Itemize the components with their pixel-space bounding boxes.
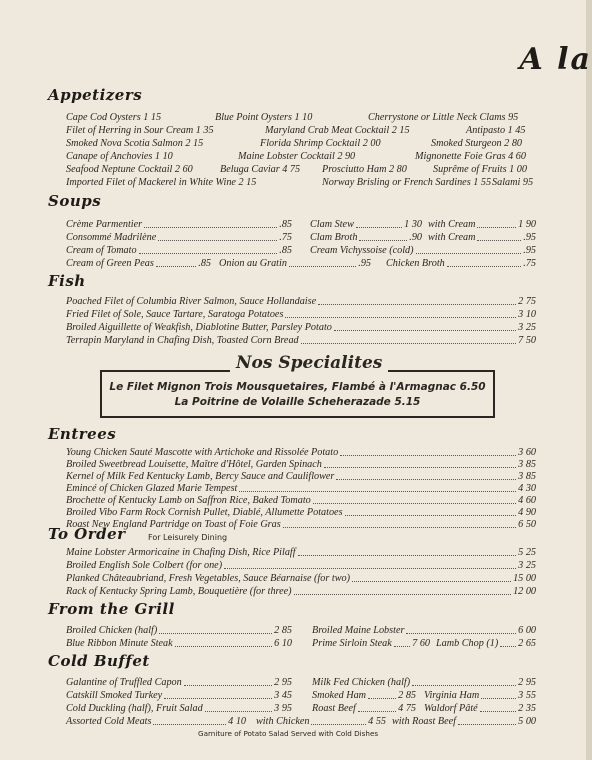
entree-name: Young Chicken Sauté Mascotte with Artichoke and Rissolée Potato: [66, 447, 339, 458]
cold-price: 2 95: [518, 677, 536, 688]
to-order-row: [66, 546, 536, 559]
to-order-name: Maine Lobster Armoricaine in Chafing Dish, Rice Pilaff: [66, 547, 296, 558]
appetizer-item: Smoked Sturgeon 2 80: [431, 138, 523, 149]
appetizer-item: Norway Brisling or French Sardines 1 55: [322, 177, 492, 188]
soup-row: [219, 257, 371, 270]
soup-row: [66, 257, 211, 270]
entree-name: Emincé of Chicken Glazed Marie Tempest: [66, 483, 238, 494]
appetizer-item: Filet of Herring in Sour Cream 1 35: [66, 125, 214, 136]
to-order-name: Rack of Kentucky Spring Lamb, Bouquetière (for three): [66, 586, 292, 597]
appetizer-item: Suprême of Fruits 1 00: [433, 164, 527, 175]
specialties-box: [100, 370, 495, 418]
entree-price: 3 60: [518, 447, 536, 458]
grill-name: Broiled Maine Lobster: [312, 625, 405, 636]
appetizer-item: Seafood Neptune Cocktail 2 60: [66, 164, 193, 175]
fish-row: [66, 321, 536, 334]
to-order-row: [66, 585, 536, 598]
cold-name: Cold Duckling (half), Fruit Salad: [66, 703, 203, 714]
soup-price: .75: [279, 232, 292, 243]
garniture-note: Garniture of Potato Salad Served with Cold Dishes: [198, 729, 379, 738]
fish-row: [66, 308, 536, 321]
cold-price: 4 10: [228, 716, 246, 727]
fish-price: 7 50: [518, 335, 536, 346]
cold-price: 2 85: [398, 690, 416, 701]
cold-buffet-heading: Cold Buffet: [48, 652, 150, 670]
appetizer-item: Florida Shrimp Cocktail 2 00: [260, 138, 381, 149]
appetizer-item: Prosciutto Ham 2 80: [322, 164, 407, 175]
soup-price: .95: [358, 258, 371, 269]
soup-name: Cream of Green Peas: [66, 258, 154, 269]
grill-price: 2 85: [274, 625, 292, 636]
appetizer-item: Antipasto 1 45: [466, 125, 526, 136]
soup-name: Onion au Gratin: [219, 258, 287, 269]
cold-extra: Waldorf Pâté: [424, 703, 478, 714]
soup-price: 1 90: [518, 219, 536, 230]
cold-row: [424, 702, 536, 715]
cold-row: [66, 702, 292, 715]
soup-extra: with Cream: [428, 219, 476, 230]
grill-name: Blue Ribbon Minute Steak: [66, 638, 173, 649]
entrees-heading: Entrees: [48, 425, 117, 443]
cold-name: Smoked Ham: [312, 690, 367, 701]
cold-row: [424, 689, 536, 702]
fish-price: 2 75: [518, 296, 536, 307]
grill-price: 6 00: [518, 625, 536, 636]
soup-price: .95: [523, 232, 536, 243]
fish-heading: Fish: [48, 272, 86, 290]
soup-row: [66, 231, 292, 244]
cold-price: 4 75: [398, 703, 416, 714]
cold-price: 3 45: [274, 690, 292, 701]
cold-name: Assorted Cold Meats: [66, 716, 152, 727]
appetizer-item: Imported Filet of Mackerel in White Wine 2 15: [66, 177, 257, 188]
menu-heading: A la: [519, 42, 592, 77]
soup-price: .85: [279, 245, 292, 256]
to-order-name: Broiled English Sole Colbert (for one): [66, 560, 223, 571]
appetizer-item: Smoked Nova Scotia Salmon 2 15: [66, 138, 204, 149]
soup-row: [310, 244, 536, 257]
cold-name: with Chicken: [256, 716, 310, 727]
to-order-heading: To Order: [48, 525, 126, 543]
appetizer-item: Salami 95: [492, 177, 534, 188]
soup-name: Clam Broth: [310, 232, 358, 243]
cold-price: 2 35: [518, 703, 536, 714]
entree-price: 3 85: [518, 459, 536, 470]
to-order-row: [66, 559, 536, 572]
to-order-row: [66, 572, 536, 585]
soup-price: .95: [523, 245, 536, 256]
cold-name: Catskill Smoked Turkey: [66, 690, 163, 701]
cold-row: [66, 715, 246, 728]
soup-name: Consommé Madrilène: [66, 232, 157, 243]
cold-row: [312, 702, 416, 715]
entree-name: Broiled Vibo Farm Rock Cornish Pullet, Diablé, Allumette Potatoes: [66, 507, 343, 518]
to-order-price: 12 00: [513, 586, 536, 597]
grill-row: [436, 637, 536, 650]
fish-price: 3 10: [518, 309, 536, 320]
entree-price: 6 50: [518, 519, 536, 530]
soup-row: [428, 218, 536, 231]
appetizers-heading: Appetizers: [48, 86, 143, 104]
soup-name: Clam Stew: [310, 219, 354, 230]
entree-price: 4 30: [518, 483, 536, 494]
fish-price: 3 25: [518, 322, 536, 333]
soup-name: Cream Vichyssoise (cold): [310, 245, 414, 256]
soup-row: [66, 218, 292, 231]
specialty-item: La Poitrine de Volaille Scheherazade 5.15: [174, 396, 421, 408]
soup-name: Chicken Broth: [386, 258, 445, 269]
soup-row: [310, 218, 422, 231]
fish-name: Fried Filet of Sole, Sauce Tartare, Saratoga Potatoes: [66, 309, 284, 320]
cold-row: [312, 676, 536, 689]
soup-extra: with Cream: [428, 232, 476, 243]
cold-price: 2 95: [274, 677, 292, 688]
grill-row: [312, 624, 536, 637]
grill-name: Prime Sirloin Steak: [312, 638, 392, 649]
appetizer-item: Cape Cod Oysters 1 15: [66, 112, 162, 123]
appetizer-item: Cherrystone or Little Neck Clams 95: [368, 112, 519, 123]
appetizer-item: Blue Point Oysters 1 10: [215, 112, 313, 123]
grill-row: [66, 624, 292, 637]
cold-name: Galantine of Truffled Capon: [66, 677, 182, 688]
cold-price: 3 55: [518, 690, 536, 701]
cold-price: 4 55: [368, 716, 386, 727]
cold-extra: Virginia Ham: [424, 690, 480, 701]
grill-price: 6 10: [274, 638, 292, 649]
grill-row: [66, 637, 292, 650]
soup-price: .75: [523, 258, 536, 269]
fish-row: [66, 295, 536, 308]
entree-name: Kernel of Milk Fed Kentucky Lamb, Bercy Sauce and Cauliflower: [66, 471, 335, 482]
appetizer-item: Maine Lobster Cocktail 2 90: [238, 151, 356, 162]
grill-heading: From the Grill: [48, 600, 175, 618]
page-edge: [586, 0, 592, 760]
to-order-price: 5 25: [518, 547, 536, 558]
soups-heading: Soups: [48, 192, 102, 210]
soup-row: [428, 231, 536, 244]
entree-price: 4 60: [518, 495, 536, 506]
cold-name: with Roast Beef: [392, 716, 456, 727]
fish-name: Broiled Aiguillette of Weakfish, Diablotine Butter, Parsley Potato: [66, 322, 332, 333]
entree-row: [66, 518, 536, 531]
soup-price: .85: [279, 219, 292, 230]
entree-price: 4 90: [518, 507, 536, 518]
grill-price: 7 60: [412, 638, 430, 649]
appetizer-item: Maryland Crab Meat Cocktail 2 15: [265, 125, 410, 136]
grill-name: Broiled Chicken (half): [66, 625, 158, 636]
soup-name: Crème Parmentier: [66, 219, 143, 230]
cold-name: Roast Beef: [312, 703, 356, 714]
cold-price: 5 00: [518, 716, 536, 727]
cold-row: [66, 676, 292, 689]
cold-row: [392, 715, 536, 728]
cold-row: [312, 689, 416, 702]
cold-row: [66, 689, 292, 702]
specialty-item: Le Filet Mignon Trois Mousquetaires, Flambé à l'Armagnac 6.50: [109, 381, 486, 393]
soup-price: 1 30: [404, 219, 422, 230]
specialties-heading: Nos Specialites: [230, 353, 388, 373]
soup-row: [66, 244, 292, 257]
soup-row: [310, 231, 422, 244]
entree-price: 3 85: [518, 471, 536, 482]
grill-row: [312, 637, 430, 650]
appetizer-item: Canape of Anchovies 1 10: [66, 151, 173, 162]
entree-name: Broiled Sweetbread Louisette, Maître d'Hôtel, Garden Spinach: [66, 459, 322, 470]
fish-name: Poached Filet of Columbia River Salmon, Sauce Hollandaise: [66, 296, 317, 307]
grill-price: 2 65: [518, 638, 536, 649]
cold-name: Milk Fed Chicken (half): [312, 677, 411, 688]
soup-price: .85: [198, 258, 211, 269]
entree-name: Brochette of Kentucky Lamb on Saffron Rice, Baked Tomato: [66, 495, 311, 506]
appetizer-item: Beluga Caviar 4 75: [220, 164, 301, 175]
grill-extra: Lamb Chop (1): [436, 638, 499, 649]
cold-price: 3 95: [274, 703, 292, 714]
to-order-price: 3 25: [518, 560, 536, 571]
soup-row: [386, 257, 536, 270]
entree-name: Roast New England Partridge on Toast of Foie Gras: [66, 519, 281, 530]
cold-row: [256, 715, 386, 728]
fish-row: [66, 334, 536, 347]
appetizer-item: Mignonette Foie Gras 4 60: [415, 151, 526, 162]
to-order-price: 15 00: [513, 573, 536, 584]
soup-name: Cream of Tomato: [66, 245, 137, 256]
fish-name: Terrapin Maryland in Chafing Dish, Toasted Corn Bread: [66, 335, 299, 346]
to-order-subtitle: For Leisurely Dining: [148, 533, 228, 542]
to-order-name: Planked Châteaubriand, Fresh Vegetables, Sauce Béarnaise (for two): [66, 573, 350, 584]
soup-price: .90: [409, 232, 422, 243]
